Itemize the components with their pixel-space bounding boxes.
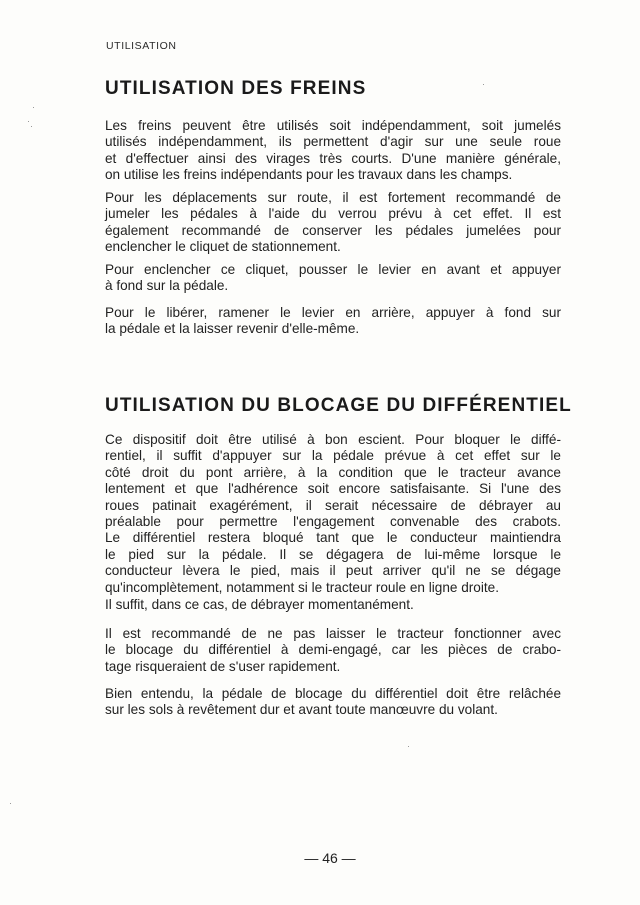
text-line: on utilise les freins indépendants pour les travaux dans les champs. — [105, 167, 513, 183]
text-line: lentement et que l'adhérence soit encore satisfaisante. Si l'une des — [105, 481, 561, 497]
text-line: à fond sur la pédale. — [105, 278, 229, 294]
text-line: Il suffit, dans ce cas, de débrayer momentanément. — [105, 597, 414, 612]
text-line: qu'incomplètement, notamment si le tracteur roule en ligne droite. — [105, 579, 499, 595]
text-line: la pédale et la laisser revenir d'elle-même. — [105, 321, 360, 337]
text-line: conducteur lèvera le pied, mais il peut arriver qu'il ne se dégage — [105, 563, 561, 579]
text-line: Les freins peuvent être utilisés soit indépendamment, soit jumelés — [105, 118, 561, 133]
freins-paragraph-3 — [105, 262, 561, 295]
text-line: Pour les déplacements sur route, il est fortement recommandé de — [105, 190, 561, 205]
text-line: jumeler les pédales à l'aide du verrou prévu à cet effet. Il est — [105, 206, 561, 222]
text-line: préalable pour permettre l'engagement convenable des crabots. — [105, 514, 561, 530]
text-line: également recommandé de conserver les pédales jumelées pour — [105, 222, 561, 238]
text-line: roues patinait exagérément, il serait nécessaire de débrayer au — [105, 497, 561, 513]
scan-speck — [408, 746, 409, 747]
scan-speck — [483, 84, 484, 85]
text-line: le blocage du différentiel à demi-engagé, car les pièces de crabo- — [105, 642, 561, 658]
running-header: UTILISATION — [106, 40, 177, 52]
text-line: et d'effectuer ainsi des virages très courts. D'une manière générale, — [105, 150, 561, 166]
text-line: le pied sur la pédale. Il se dégagera de lui-même lorsque le — [105, 546, 561, 562]
freins-paragraph-1 — [105, 118, 561, 184]
text-line: Ce dispositif doit être utilisé à bon escient. Pour bloquer le diffé- — [105, 432, 561, 447]
differentiel-paragraph-2 — [105, 597, 561, 613]
text-line: côté droit du pont arrière, à la condition que le tracteur avance — [105, 464, 561, 480]
text-line: rentiel, il suffit d'appuyer sur la pédale prévue à cet effet sur le — [105, 448, 561, 464]
text-line: Pour enclencher ce cliquet, pousser le levier en avant et appuyer — [105, 262, 561, 277]
text-line: Bien entendu, la pédale de blocage du différentiel doit être relâchée — [105, 686, 561, 701]
differentiel-paragraph-1 — [105, 432, 561, 596]
page-number: — 46 — — [304, 850, 356, 866]
differentiel-paragraph-4 — [105, 686, 561, 719]
text-line: tage risqueraient de s'user rapidement. — [105, 658, 341, 674]
text-line: Pour le libérer, ramener le levier en arrière, appuyer à fond sur — [105, 305, 561, 320]
text-line: Il est recommandé de ne pas laisser le tracteur fonctionner avec — [105, 626, 561, 641]
freins-paragraph-4 — [105, 305, 561, 338]
freins-paragraph-2 — [105, 190, 561, 256]
scan-speck — [31, 126, 32, 127]
section-title-differentiel: UTILISATION DU BLOCAGE DU DIFFÉRENTIEL — [105, 395, 572, 416]
scan-speck — [28, 121, 29, 122]
differentiel-paragraph-3 — [105, 626, 561, 675]
text-line: enclencher le cliquet de stationnement. — [105, 239, 341, 255]
scan-speck — [33, 107, 34, 108]
section-title-freins: UTILISATION DES FREINS — [105, 78, 367, 99]
text-line: Le différentiel restera bloqué tant que le conducteur maintiendra — [105, 530, 561, 546]
scan-speck — [10, 803, 11, 804]
text-line: utilisés indépendamment, ils permettent d'agir sur une seule roue — [105, 134, 561, 150]
text-line: sur les sols à revêtement dur et avant toute manœuvre du volant. — [105, 702, 498, 718]
